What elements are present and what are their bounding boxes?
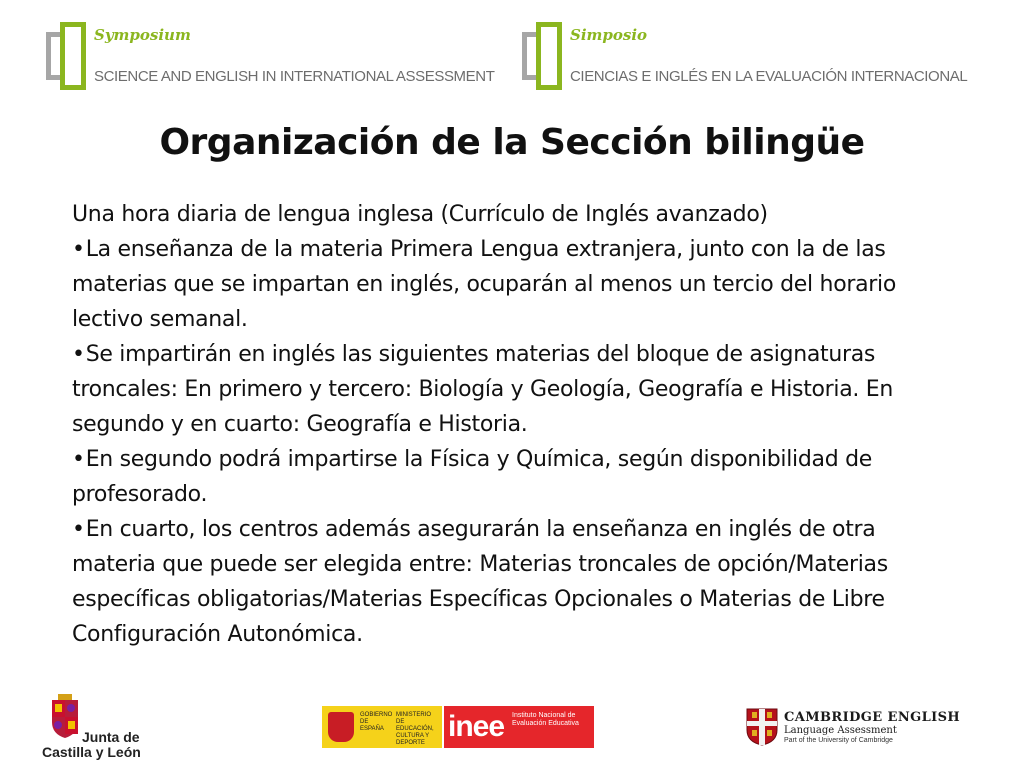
intro-paragraph: Una hora diaria de lengua inglesa (Currículo de Inglés avanzado) (72, 202, 768, 227)
symposium-banner-spanish (522, 22, 982, 92)
inee-panel (444, 706, 594, 748)
ministerio-text: MINISTERIO DE EDUCACIÓN, CULTURA Y DEPORTE (396, 712, 434, 746)
bullet-text: Se impartirán en inglés las siguientes materias del bloque de asignaturas troncales: En primero y tercero: Biología y Geología, Geografía e Historia. En segundo y en cuarto: Geografía e Historia. (72, 342, 894, 437)
bullet-symbol: • (72, 447, 85, 472)
bullet-symbol: • (72, 342, 85, 367)
inee-wordmark: inee (448, 710, 505, 743)
gobierno-text: GOBIERNO DE ESPAÑA (360, 712, 393, 732)
bullet-text: La enseñanza de la materia Primera Lengua extranjera, junto con la de las materias que se impartan en inglés, ocuparán al menos un tercio del horario lectivo semanal. (72, 237, 896, 332)
bullet-item (72, 232, 962, 337)
bullet-symbol: • (72, 517, 85, 542)
cambridge-title: CAMBRIDGE ENGLISH (784, 710, 961, 725)
cambridge-shield-icon (746, 708, 778, 746)
symposium-subtitle: SCIENCE AND ENGLISH IN INTERNATIONAL ASSESSMENT (94, 68, 495, 85)
junta-line1: Junta de (82, 729, 140, 745)
bullet-item (72, 442, 962, 512)
cambridge-subtitle: Language Assessment (784, 725, 897, 736)
simposio-logo-icon (522, 22, 566, 90)
bullet-text: En cuarto, los centros además asegurarán la enseñanza en inglés de otra materia que puede ser elegida entre: Materias troncales de opción/Materias específicas obligatorias/Materias Específicas Opcionales o Materias de Libre Configuración Autonómica. (72, 517, 888, 647)
symposium-banner-english (46, 22, 496, 92)
cambridge-english-logo (746, 708, 972, 748)
junta-castilla-leon-logo (42, 694, 162, 762)
bullet-item (72, 512, 962, 652)
gobierno-espana-panel (322, 706, 442, 748)
junta-line2: Castilla y León (42, 744, 141, 760)
spain-shield-icon (328, 712, 354, 742)
slide-title: Organización de la Sección bilingüe (159, 122, 865, 163)
bullet-item (72, 337, 962, 442)
junta-text (42, 730, 141, 760)
inee-description: Instituto Nacional de Evaluación Educativa (512, 712, 579, 727)
simposio-label: Simposio (570, 26, 648, 44)
bullet-text: En segundo podrá impartirse la Física y Química, según disponibilidad de profesorado. (72, 447, 872, 507)
ministry-inee-logo (322, 706, 594, 748)
simposio-subtitle: CIENCIAS E INGLÉS EN LA EVALUACIÓN INTERNACIONAL (570, 68, 968, 85)
bullet-symbol: • (72, 237, 85, 262)
slide-body (72, 197, 962, 652)
symposium-label: Symposium (94, 26, 191, 44)
symposium-logo-icon (46, 22, 90, 90)
cambridge-part-of: Part of the University of Cambridge (784, 737, 893, 744)
